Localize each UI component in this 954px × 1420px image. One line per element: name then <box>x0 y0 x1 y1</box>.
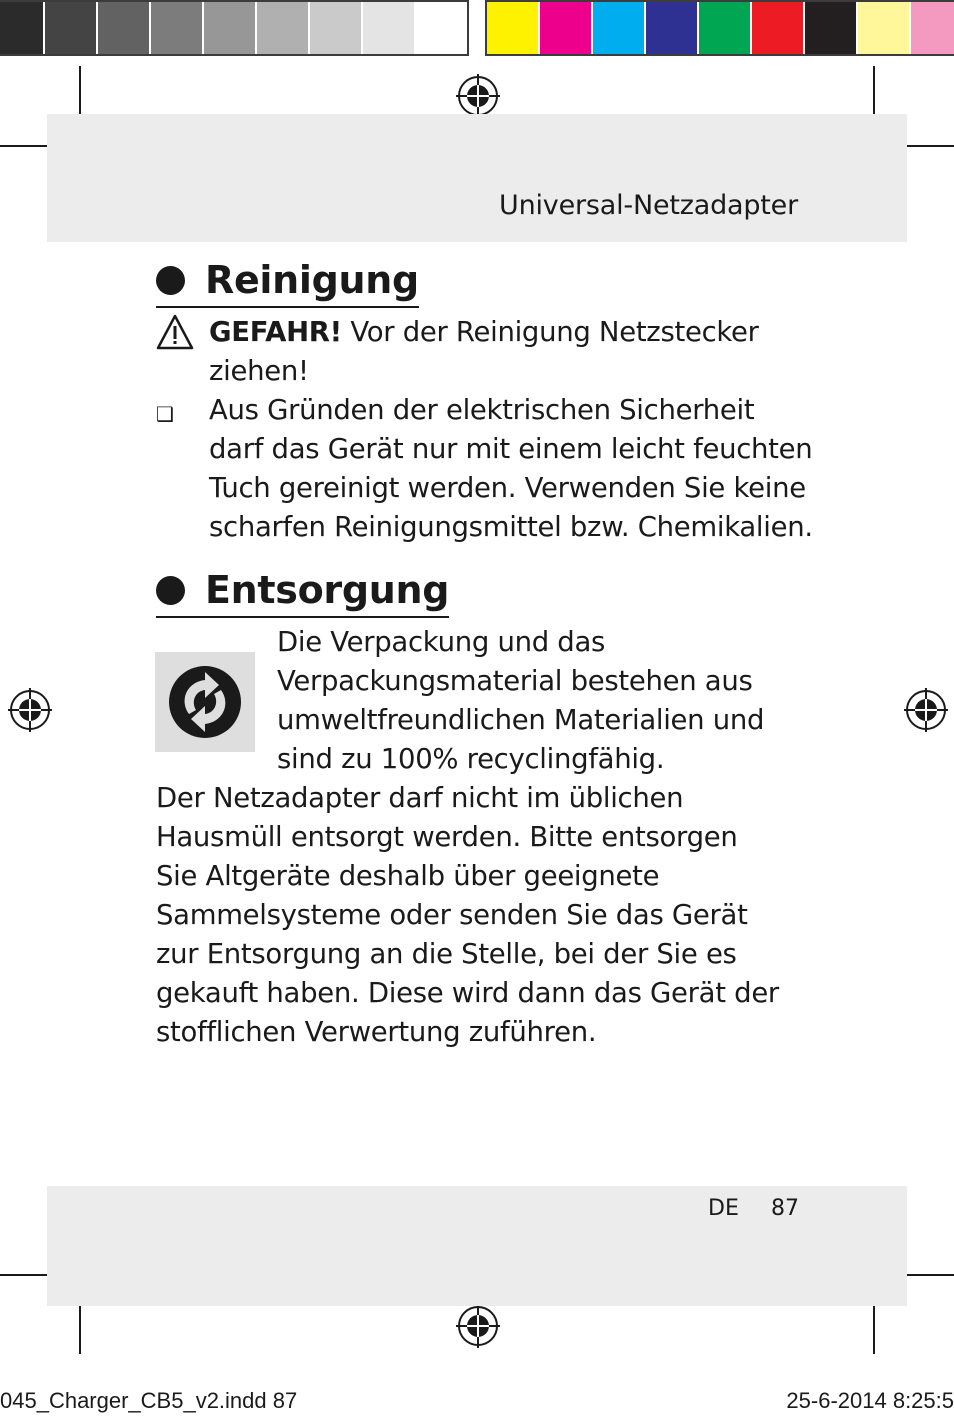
warning-line <box>209 313 759 352</box>
text-line: Verpackungsmaterial bestehen aus <box>277 665 753 697</box>
gray-swatch <box>98 2 149 54</box>
registration-mark-icon <box>904 688 948 732</box>
gray-swatch <box>0 2 43 54</box>
section-heading-disposal <box>156 568 449 618</box>
text-line: zur Entsorgung an die Stelle, bei der Sie es <box>156 938 737 970</box>
color-swatch <box>911 2 954 54</box>
text-line: umweltfreundlichen Materialien und <box>277 704 765 736</box>
bullet-dot-icon <box>156 576 185 605</box>
heading-text: Reinigung <box>205 258 419 302</box>
bullet-dot-icon <box>156 266 185 295</box>
color-swatch <box>593 2 644 54</box>
color-swatch <box>699 2 750 54</box>
page-number: 87 <box>771 1196 799 1221</box>
warning-line: ziehen! <box>209 355 309 387</box>
heading-text: Entsorgung <box>205 568 450 612</box>
section-heading-cleaning <box>156 258 419 308</box>
gray-swatch <box>151 2 202 54</box>
footer-language: DE <box>708 1196 739 1221</box>
registration-mark-icon <box>456 74 500 118</box>
recycling-green-dot-icon <box>155 652 255 752</box>
warning-text: Vor der Reinigung Netzstecker <box>341 316 759 348</box>
running-title: Universal-Netzadapter <box>499 190 798 221</box>
text-line: darf das Gerät nur mit einem leicht feuchten <box>209 433 813 465</box>
gray-swatch <box>363 2 414 54</box>
text-line: Hausmüll entsorgt werden. Bitte entsorgen <box>156 821 738 853</box>
registration-mark-icon <box>456 1304 500 1348</box>
text-line: Die Verpackung und das <box>277 626 606 658</box>
warning-label: GEFAHR! <box>209 316 342 348</box>
text-line: Aus Gründen der elektrischen Sicherheit <box>209 394 755 426</box>
text-line: scharfen Reinigungsmittel bzw. Chemikalien. <box>209 511 813 543</box>
gray-swatch <box>45 2 96 54</box>
color-swatch <box>487 2 538 54</box>
registration-mark-icon <box>8 688 52 732</box>
crop-mark <box>79 1298 81 1354</box>
text-line: stofflichen Verwertung zuführen. <box>156 1016 597 1048</box>
text-line: gekauft haben. Diese wird dann das Gerät der <box>156 977 779 1009</box>
gray-swatch <box>257 2 308 54</box>
color-swatch <box>646 2 697 54</box>
text-line: Sammelsysteme oder senden Sie das Gerät <box>156 899 748 931</box>
text-line: sind zu 100% recyclingfähig. <box>277 743 665 775</box>
text-line: Sie Altgeräte deshalb über geeignete <box>156 860 660 892</box>
green-dot-symbol <box>155 652 255 752</box>
header-band <box>47 114 907 242</box>
warning-paragraph <box>209 313 759 391</box>
slug-datetime: 25-6-2014 8:25:5 <box>786 1388 954 1413</box>
slug-filename: 045_Charger_CB5_v2.indd 87 <box>0 1388 298 1413</box>
checkbox-bullet-icon: ❑ <box>156 402 174 426</box>
cleaning-paragraph <box>209 391 813 547</box>
text-line: Der Netzadapter darf nicht im üblichen <box>156 782 684 814</box>
gray-swatch <box>310 2 361 54</box>
color-swatch <box>805 2 856 54</box>
crop-mark <box>873 1298 875 1354</box>
color-swatch <box>540 2 591 54</box>
packaging-paragraph <box>277 623 764 779</box>
gray-swatch <box>204 2 255 54</box>
color-swatch <box>752 2 803 54</box>
color-swatch <box>858 2 909 54</box>
warning-triangle-icon <box>156 314 194 350</box>
text-line: Tuch gereinigt werden. Verwenden Sie keine <box>209 472 806 504</box>
gray-swatch <box>416 2 467 54</box>
disposal-paragraph <box>156 779 779 1052</box>
color-calibration-bar <box>0 0 954 56</box>
